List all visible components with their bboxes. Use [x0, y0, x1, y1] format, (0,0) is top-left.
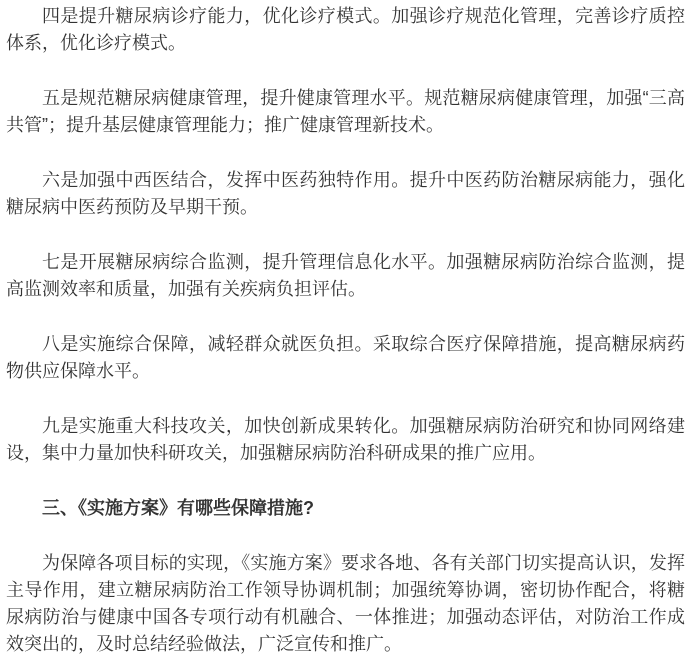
paragraph-measure-7: 七是开展糖尿病综合监测，提升管理信息化水平。加强糖尿病防治综合监测，提高监测效率和质量，加强有关疾病负担评估。 [6, 252, 685, 299]
paragraph-safeguards: 为保障各项目标的实现，《实施方案》要求各地、各有关部门切实提高认识，发挥主导作用，建立糖尿病防治工作领导协调机制；加强统筹协调，密切协作配合，将糖尿病防治与健康中国各专项行动有机融合、一体推进；加强动态评估，对防治工作成效突出的，及时总结经验做法，广泛宣传和推广。 [6, 553, 685, 654]
paragraph-measure-5: 五是规范糖尿病健康管理，提升健康管理水平。规范糖尿病健康管理，加强“三高共管”；提升基层健康管理能力；推广健康管理新技术。 [6, 88, 685, 135]
paragraph-measure-9: 九是实施重大科技攻关，加快创新成果转化。加强糖尿病防治研究和协同网络建设，集中力量加快科研攻关，加强糖尿病防治科研成果的推广应用。 [6, 416, 685, 463]
paragraph-measure-4: 四是提升糖尿病诊疗能力，优化诊疗模式。加强诊疗规范化管理，完善诊疗质控体系，优化诊疗模式。 [6, 6, 685, 53]
section-heading: 三、《实施方案》有哪些保障措施? [42, 498, 314, 518]
paragraph-measure-8: 八是实施综合保障，减轻群众就医负担。采取综合医疗保障措施，提高糖尿病药物供应保障水平。 [6, 334, 685, 381]
paragraph-measure-6: 六是加强中西医结合，发挥中医药独特作用。提升中医药防治糖尿病能力，强化糖尿病中医药预防及早期干预。 [6, 170, 685, 217]
